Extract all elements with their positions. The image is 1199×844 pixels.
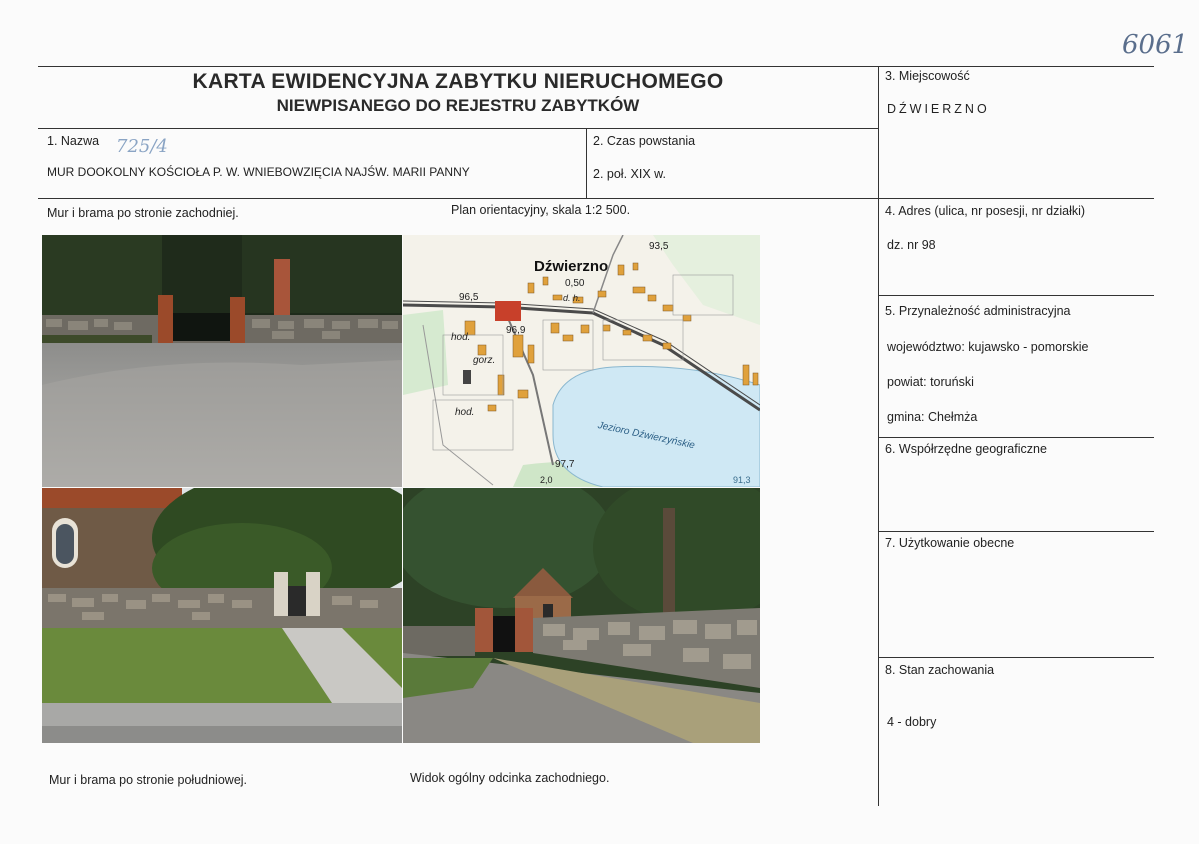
coords-label: 6. Współrzędne geograficzne	[885, 442, 1047, 456]
map-label-hod-1: hod.	[451, 332, 471, 343]
caption-west-section: Widok ogólny odcinka zachodniego.	[410, 771, 610, 785]
catalog-number: 6061	[1122, 30, 1189, 60]
rule-4	[878, 295, 1154, 296]
map-elevation-935: 93,5	[649, 241, 669, 252]
orientation-map	[403, 235, 760, 487]
map-elevation-977: 97,7	[555, 459, 575, 470]
right-column-divider	[878, 66, 879, 806]
locality-value: DŹWIERZNO	[887, 102, 990, 116]
address-label: 4. Adres (ulica, nr posesji, nr działki)	[885, 204, 1086, 218]
use-label: 7. Użytkowanie obecne	[885, 536, 1015, 550]
date-label: 2. Czas powstania	[593, 134, 696, 148]
caption-south-gate: Mur i brama po stronie południowej.	[49, 773, 248, 787]
map-elevation-965: 96,5	[459, 292, 479, 303]
map-label-hod-2: hod.	[455, 407, 475, 418]
admin-voivodeship: województwo: kujawsko - pomorskie	[887, 340, 1089, 354]
rule-5	[878, 437, 1154, 438]
locality-label: 3. Miejscowość	[885, 69, 970, 83]
photo-wall-west	[42, 235, 402, 487]
title-rule	[38, 128, 878, 129]
name-date-divider	[586, 128, 587, 198]
address-value: dz. nr 98	[887, 238, 936, 252]
map-label-gorz: gorz.	[473, 355, 496, 366]
name-rule	[38, 198, 1154, 199]
top-rule	[38, 66, 1154, 67]
admin-county: powiat: toruński	[887, 375, 974, 389]
photo-west-section	[403, 488, 760, 743]
card-subtitle: NIEWPISANEGO DO REJESTRU ZABYTKÓW	[276, 96, 640, 115]
rule-6	[878, 531, 1154, 532]
caption-west-gate: Mur i brama po stronie zachodniej.	[47, 206, 239, 220]
photo-wall-south	[42, 488, 402, 743]
map-label-dh: d. h.	[563, 293, 581, 303]
name-handwritten-number: 725/4	[116, 136, 168, 157]
admin-commune: gmina: Chełmża	[887, 410, 978, 424]
map-village-name: Dźwierzno	[534, 258, 609, 275]
name-label: 1. Nazwa	[47, 134, 100, 148]
map-elevation-969: 96,9	[506, 325, 526, 336]
map-lake-label: Jezioro Dźwierzyńskie	[596, 420, 696, 452]
map-label-20: 2,0	[540, 475, 553, 485]
condition-value: 4 - dobry	[887, 715, 937, 729]
card-title: KARTA EWIDENCYJNA ZABYTKU NIERUCHOMEGO	[192, 70, 724, 93]
name-value: MUR DOOKOLNY KOŚCIOŁA P. W. WNIEBOWZIĘCIA NAJŚW. MARII PANNY	[47, 165, 470, 179]
caption-map: Plan orientacyjny, skala 1:2 500.	[451, 203, 631, 217]
rule-7	[878, 657, 1154, 658]
date-value: 2. poł. XIX w.	[593, 167, 666, 181]
map-elevation-913: 91,3	[733, 475, 751, 485]
map-spot-label: 0,50	[565, 278, 585, 289]
admin-label: 5. Przynależność administracyjna	[885, 304, 1071, 318]
condition-label: 8. Stan zachowania	[885, 663, 995, 677]
